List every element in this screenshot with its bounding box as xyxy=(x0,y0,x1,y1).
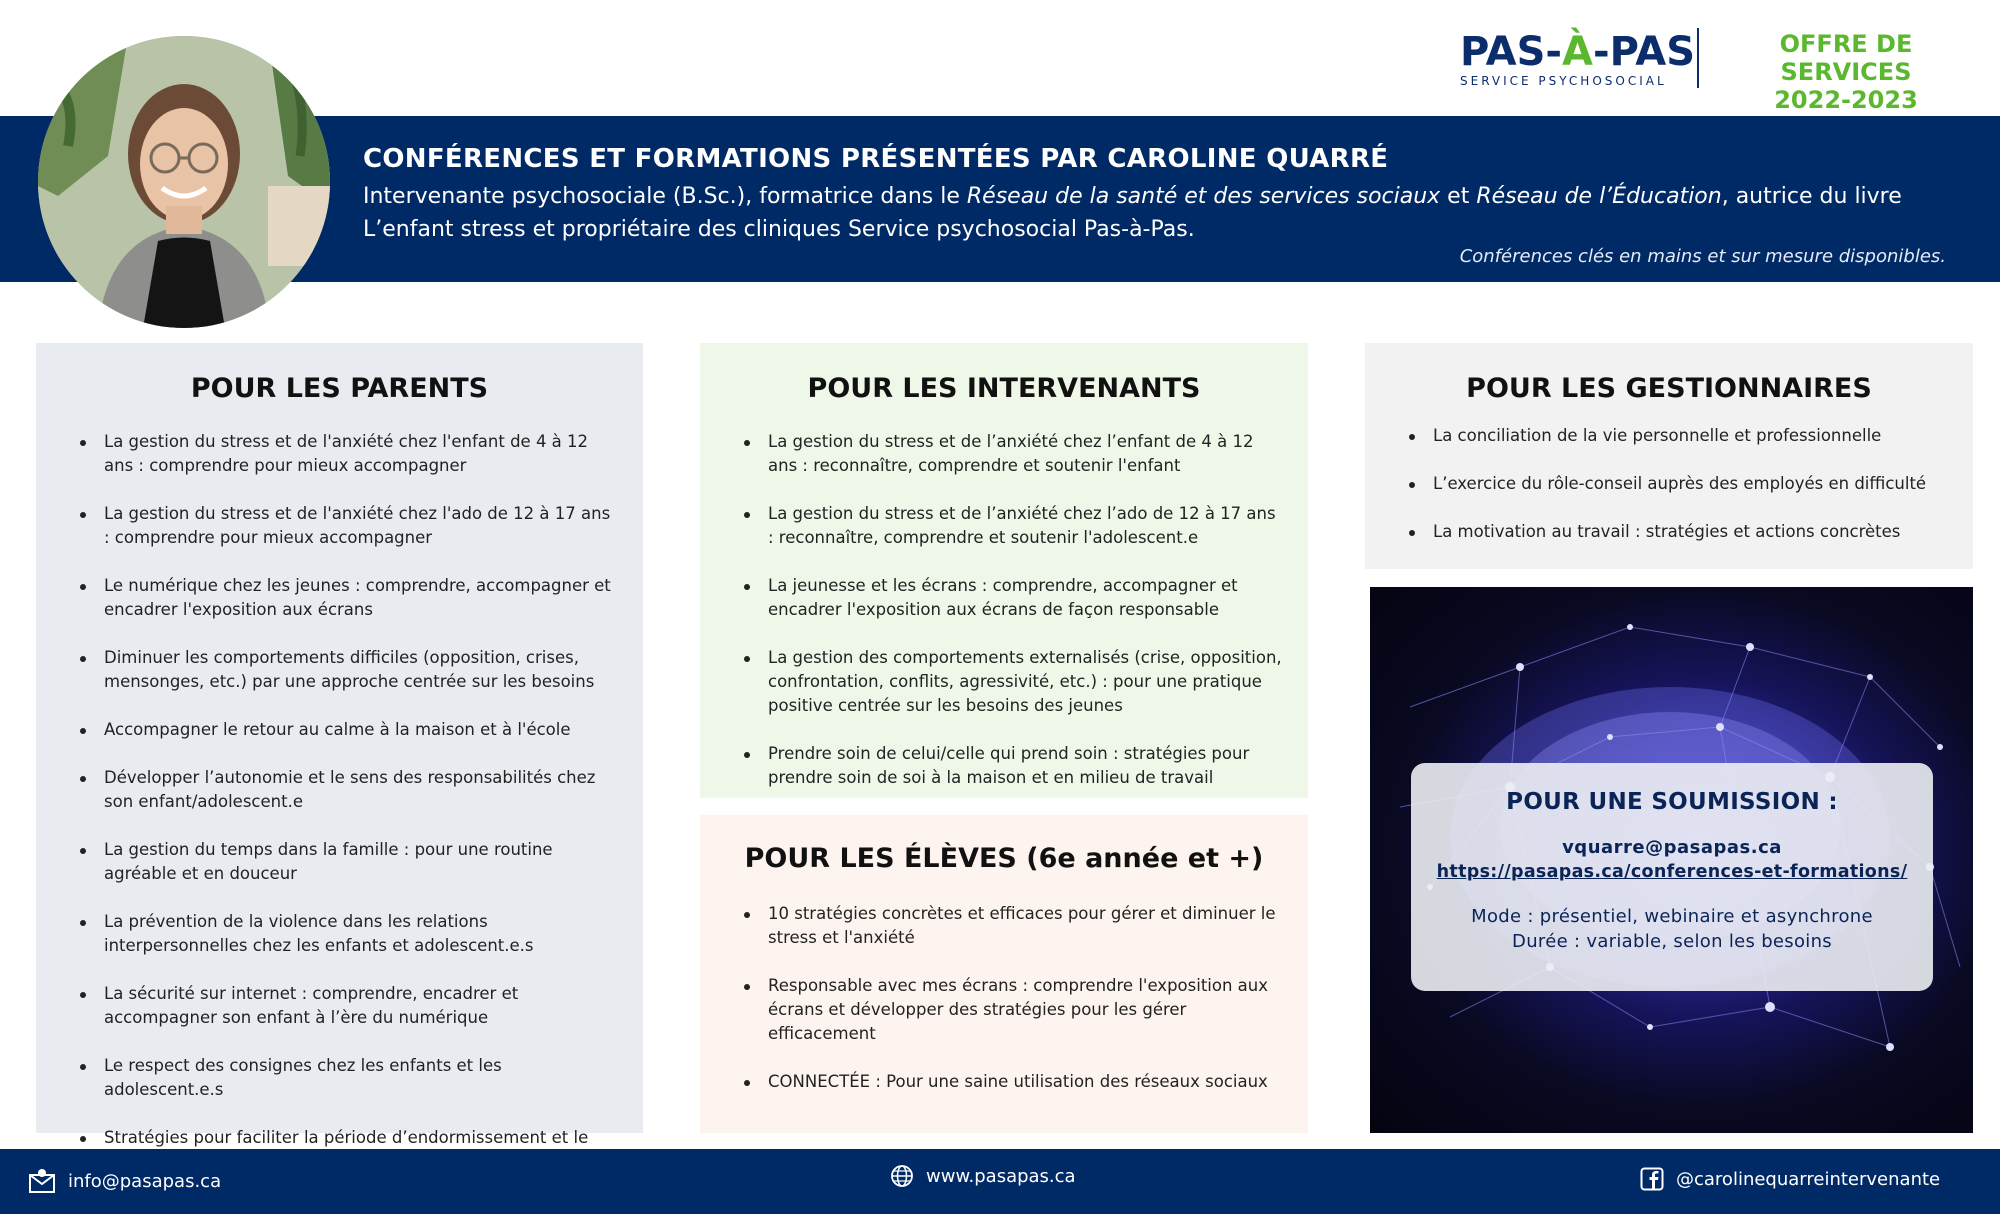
brain-image xyxy=(1370,587,1973,1133)
submission-url-link[interactable]: https://pasapas.ca/conferences-et-formations/ xyxy=(1436,862,1908,882)
intro-text: Intervenante psychosociale (B.Sc.), formatrice dans le Réseau de la santé et des services sociaux et Réseau de l’Éducation, autrice du livre L’enfant stress et propriétaire des cliniques Service psychosocial Pas-à-Pas. xyxy=(363,184,1902,242)
list-item: Le respect des consignes chez les enfants et les adolescent.e.s xyxy=(60,1054,619,1102)
footer-facebook-text[interactable]: @carolinequarreintervenante xyxy=(1676,1168,1941,1190)
parents-title: POUR LES PARENTS xyxy=(190,373,489,404)
list-item: Responsable avec mes écrans : comprendre l'exposition aux écrans et développer des stratégies pour les gérer efficacement xyxy=(724,974,1284,1046)
facebook-icon xyxy=(1640,1167,1664,1191)
gestionnaires-title: POUR LES GESTIONNAIRES xyxy=(1466,373,1872,404)
submission-email-link[interactable]: vquarre@pasapas.ca xyxy=(1562,837,1782,858)
list-item: Stratégies pour faciliter la période d’endormissement et le xyxy=(60,1126,619,1174)
list-item: L’exercice du rôle-conseil auprès des employés en difficulté xyxy=(1389,472,1949,496)
footer-website-text[interactable]: www.pasapas.ca xyxy=(926,1165,1076,1187)
list-item: Le numérique chez les jeunes : comprendre, accompagner et encadrer l'exposition aux écrans xyxy=(60,574,619,622)
offer-line-1: OFFRE DE SERVICES xyxy=(1779,30,1913,86)
logo-wordmark: PAS-À-PAS xyxy=(1460,29,1695,75)
list-item: La conciliation de la vie personnelle et professionnelle xyxy=(1389,424,1949,448)
list-item: La sécurité sur internet : comprendre, encadrer et accompagner son enfant à l’ère du numérique xyxy=(60,982,619,1030)
submission-duration: Durée : variable, selon les besoins xyxy=(1512,931,1832,952)
intervenants-title: POUR LES INTERVENANTS xyxy=(807,373,1201,404)
list-item: Développer l’autonomie et le sens des responsabilités chez son enfant/adolescent.e xyxy=(60,766,619,814)
footer-email[interactable] xyxy=(28,1168,221,1194)
custom-note: Conférences clés en mains et sur mesure disponibles. xyxy=(1459,246,1946,267)
list-item: La motivation au travail : stratégies et actions concrètes xyxy=(1389,520,1949,544)
page-title: CONFÉRENCES ET FORMATIONS PRÉSENTÉES PAR CAROLINE QUARRÉ xyxy=(363,144,1389,174)
list-item: Diminuer les comportements difficiles (opposition, crises, mensonges, etc.) par une approche centrée sur les besoins xyxy=(60,646,619,694)
parents-panel xyxy=(36,343,643,1147)
footer-email-text[interactable]: info@pasapas.ca xyxy=(68,1170,222,1192)
list-item: La prévention de la violence dans les relations interpersonnelles chez les enfants et adolescent.e.s xyxy=(60,910,619,958)
footer-website[interactable] xyxy=(890,1164,1076,1188)
globe-icon xyxy=(890,1164,914,1188)
gestionnaires-panel xyxy=(1365,343,1973,569)
eleves-title: POUR LES ÉLÈVES (6e année et +) xyxy=(744,843,1264,874)
list-item: La gestion des comportements externalisés (crise, opposition, confrontation, conflits, agressivité, etc.) : pour une pratique positive centrée sur les besoins des jeunes xyxy=(724,646,1284,718)
footer xyxy=(0,1149,2000,1214)
intervenants-panel xyxy=(700,343,1308,798)
portrait-photo xyxy=(38,36,330,328)
list-item: La gestion du stress et de l'anxiété chez l'enfant de 4 à 12 ans : comprendre pour mieux accompagner xyxy=(60,430,619,478)
eleves-list xyxy=(724,902,1284,1094)
list-item: La jeunesse et les écrans : comprendre, accompagner et encadrer l'exposition aux écrans de façon responsable xyxy=(724,574,1284,622)
list-item: 10 stratégies concrètes et efficaces pour gérer et diminuer le stress et l'anxiété xyxy=(724,902,1284,950)
list-item: La gestion du stress et de l’anxiété chez l’ado de 12 à 17 ans : reconnaître, comprendre et soutenir l'adolescent.e xyxy=(724,502,1284,550)
logo-tagline: SERVICE PSYCHOSOCIAL xyxy=(1460,74,1667,88)
pas-a-pas-logo xyxy=(1460,29,1695,88)
submission-title: POUR UNE SOUMISSION : xyxy=(1506,789,1838,815)
submission-mode: Mode : présentiel, webinaire et asynchrone xyxy=(1471,906,1873,927)
list-item: La gestion du stress et de l'anxiété chez l'ado de 12 à 17 ans : comprendre pour mieux accompagner xyxy=(60,502,619,550)
list-item: La gestion du stress et de l’anxiété chez l’enfant de 4 à 12 ans : reconnaître, comprendre et soutenir l'enfant xyxy=(724,430,1284,478)
eleves-panel xyxy=(700,815,1308,1133)
envelope-icon xyxy=(28,1168,56,1194)
list-item: La gestion du temps dans la famille : pour une routine agréable et en douceur xyxy=(60,838,619,886)
footer-facebook[interactable] xyxy=(1640,1167,1940,1191)
gestionnaires-list xyxy=(1389,424,1949,544)
offer-line-2: 2022-2023 xyxy=(1774,86,1918,114)
list-item: Prendre soin de celui/celle qui prend soin : stratégies pour prendre soin de soi à la maison et en milieu de travail xyxy=(724,742,1284,790)
list-item: CONNECTÉE : Pour une saine utilisation des réseaux sociaux xyxy=(724,1070,1284,1094)
offer-label xyxy=(1720,30,1972,114)
submission-box xyxy=(1411,763,1933,991)
list-item: Accompagner le retour au calme à la maison et à l'école xyxy=(60,718,619,742)
parents-list xyxy=(60,430,619,1174)
intervenants-list xyxy=(724,430,1284,790)
header-divider xyxy=(1697,28,1699,88)
